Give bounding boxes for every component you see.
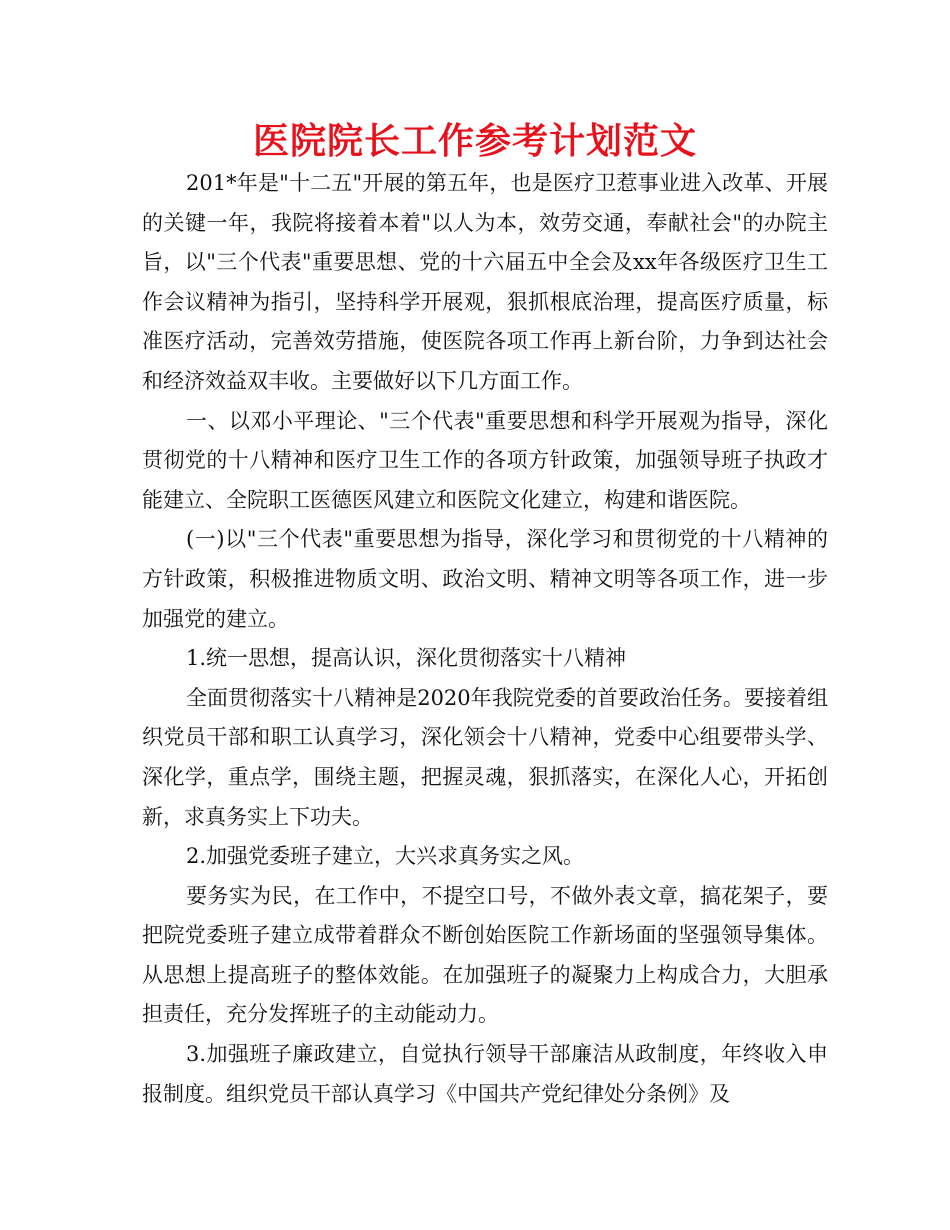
paragraph-item-3: 3.加强班子廉政建立，自觉执行领导干部廉洁从政制度，年终收入申报制度。组织党员干部认真学习《中国共产党纪律处分条例》及 [142,1042,828,1106]
document-body [142,164,828,1114]
paragraph-item-2-body: 要务实为民，在工作中，不提空口号，不做外表文章，搞花架子，要把院党委班子建立成带着群众不断创始医院工作新场面的坚强领导集体。从思想上提高班子的整体效能。在加强班子的凝聚力上构成合力，大胆承担责任，充分发挥班子的主动能动力。 [142,883,828,1027]
paragraph-item-1-heading: 1.统一思想，提高认识，深化贯彻落实十八精神 [186,646,627,671]
paragraph-subsection-1: (一)以"三个代表"重要思想为指导，深化学习和贯彻党的十八精神的方针政策，积极推进物质文明、政治文明、精神文明等各项工作，进一步加强党的建立。 [142,527,828,631]
paragraph-section-1: 一、以邓小平理论、"三个代表"重要思想和科学开展观为指导，深化贯彻党的十八精神和医疗卫生工作的各项方针政策，加强领导班子执政才能建立、全院职工医德医风建立和医院文化建立，构建和谐医院。 [142,408,828,512]
paragraph-intro: 201*年是"十二五"开展的第五年，也是医疗卫惹事业进入改革、开展的关键一年，我院将接着本着"以人为本，效劳交通，奉献社会"的办院主旨，以"三个代表"重要思想、党的十六届五中全会及xx年各级医疗卫生工作会议精神为指引，坚持科学开展观，狠抓根底治理，提高医疗质量，标准医疗活动，完善效劳措施，使医院各项工作再上新台阶，力争到达社会和经济效益双丰收。主要做好以下几方面工作。 [142,171,828,393]
paragraph-item-1-body: 全面贯彻落实十八精神是2020年我院党委的首要政治任务。要接着组织党员干部和职工认真学习，深化领会十八精神，党委中心组要带头学、深化学，重点学，围绕主题，把握灵魂，狠抓落实，在深化人心，开拓创新，求真务实上下功夫。 [142,685,828,829]
document-title: 医院院长工作参考计划范文 [252,121,697,162]
paragraph-item-2-heading: 2.加强党委班子建立，大兴求真务实之风。 [186,844,585,869]
